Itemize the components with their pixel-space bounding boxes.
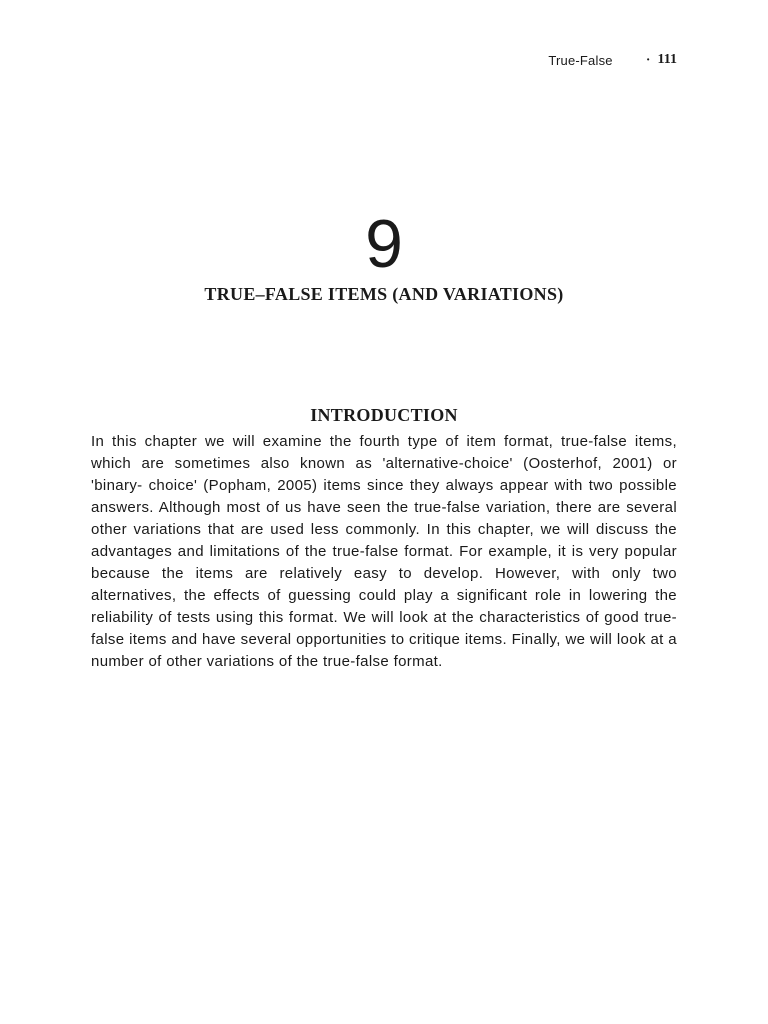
- header-separator: •: [646, 54, 650, 64]
- section-heading: INTRODUCTION: [310, 405, 458, 425]
- body-paragraph: In this chapter we will examine the fourth type of item format, true-false items, which are sometimes also known as 'alternative-choice' (Oosterhof, 2001) or 'binary- choice' (Popham, 2005) items since they always appear with two possible answers. Although most of us have seen the true-false variation, there are several other variations that are used less commonly. In this chapter, we will discuss the advantages and limitations of the true-false format. For example, it is very popular because the items are relatively easy to develop. However, with only two alternatives, the effects of guessing could play a significant role in lowering the reliability of tests using this format. We will look at the characteristics of good true-false items and have several opportunities to critique items. Finally, we will look at a number of other variations of the true-false format.: [91, 433, 677, 670]
- running-head: [548, 52, 677, 68]
- running-title: True-False: [548, 52, 613, 68]
- chapter-title: TRUE–FALSE ITEMS (AND VARIATIONS): [204, 284, 564, 304]
- page-number: 111: [657, 52, 677, 67]
- chapter-number: 9: [365, 206, 403, 282]
